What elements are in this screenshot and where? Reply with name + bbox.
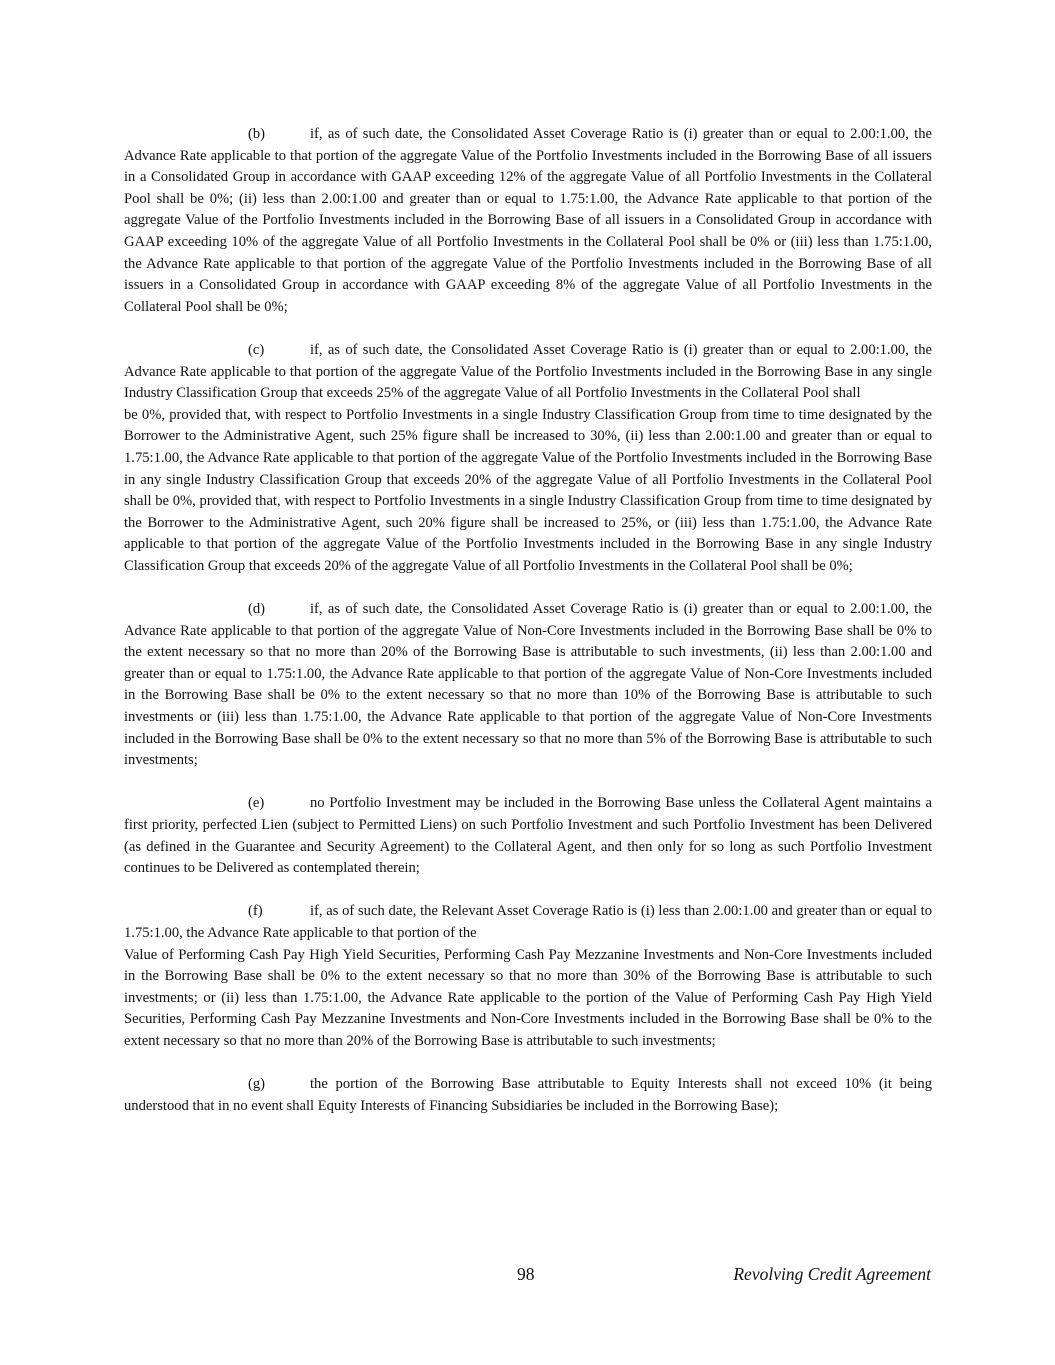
paragraph-label: (f) xyxy=(248,903,263,920)
paragraph-label: (b) xyxy=(248,126,266,142)
paragraph-text: if, as of such date, the Consolidated Asset Coverage Ratio is (i) greater than or equal to 2.00:1.00, the Advance Rate applicable to that portion of the aggregate Value of the Portfolio Investments included in the Borrowing Base in any single Industry Classification Group that exceeds 25% of the aggregate Value of all Portfolio Investments in the Collateral Pool shall xyxy=(124,341,932,402)
paragraph-continuation: Value of Performing Cash Pay High Yield Securities, Performing Cash Pay Mezzanine Investments and Non-Core Investments included in the Borrowing Base shall be 0% to the extent necessary so that no more than 30% of the Borrowing Base is attributable to such investments; or (ii) less than 1.75:1.00, the Advance Rate applicable to the portion of the Value of Performing Cash Pay High Yield Securities, Performing Cash Pay Mezzanine Investments and Non-Core Investments included in the Borrowing Base shall be 0% to the extent necessary so that no more than 20% of the Borrowing Base is attributable to such investments; xyxy=(124,946,932,1049)
paragraph-continuation: be 0%, provided that, with respect to Portfolio Investments in a single Industry Classification Group from time to time designated by the Borrower to the Administrative Agent, such 25% figure shall be increased to 30%, (ii) less than 2.00:1.00 and greater than or equal to 1.75:1.00, the Advance Rate applicable to that portion of the aggregate Value of the Portfolio Investments included in the Borrowing Base in any single Industry Classification Group that exceeds 20% of the aggregate Value of all Portfolio Investments in the Collateral Pool shall be 0%, provided that, with respect to Portfolio Investments in a single Industry Classification Group from time to time designated by the Borrower to the Administrative Agent, such 20% figure shall be increased to 25%, or (iii) less than 1.75:1.00, the Advance Rate applicable to that portion of the aggregate Value of the Portfolio Investments included in the Borrowing Base in any single Industry Classification Group that exceeds 20% of the aggregate Value of all Portfolio Investments in the Collateral Pool shall be 0%; xyxy=(124,406,932,574)
paragraph-text: if, as of such date, the Consolidated Asset Coverage Ratio is (i) greater than or equal to 2.00:1.00, the Advance Rate applicable to that portion of the aggregate Value of Non-Core Investments included in the Borrowing Base shall be 0% to the extent necessary so that no more than 20% of the Borrowing Base is attributable to such investments, (ii) less than 2.00:1.00 and greater than or equal to 1.75:1.00, the Advance Rate applicable to that portion of the aggregate Value of Non-Core Investments included in the Borrowing Base shall be 0% to the extent necessary so that no more than 10% of the Borrowing Base is attributable to such investments or (iii) less than 1.75:1.00, the Advance Rate applicable to that portion of the aggregate Value of Non-Core Investments included in the Borrowing Base shall be 0% to the extent necessary so that no more than 5% of the Borrowing Base is attributable to such investments; xyxy=(124,601,932,769)
paragraph-label: (e) xyxy=(248,795,265,812)
paragraph-f xyxy=(124,901,932,1052)
page-footer xyxy=(0,1264,1055,1290)
paragraph-g xyxy=(124,1074,932,1117)
paragraph-text: if, as of such date, the Consolidated Asset Coverage Ratio is (i) greater than or equal to 2.00:1.00, the Advance Rate applicable to that portion of the aggregate Value of the Portfolio Investments included in the Borrowing Base of all issuers in a Consolidated Group in accordance with GAAP exceeding 12% of the aggregate Value of all Portfolio Investments in the Collateral Pool shall be 0%; (ii) less than 2.00:1.00 and greater than or equal to 1.75:1.00, the Advance Rate applicable to that portion of the aggregate Value of the Portfolio Investments included in the Borrowing Base of all issuers in a Consolidated Group in accordance with GAAP exceeding 10% of the aggregate Value of all Portfolio Investments in the Collateral Pool shall be 0% or (iii) less than 1.75:1.00, the Advance Rate applicable to that portion of the aggregate Value of the Portfolio Investments included in the Borrowing Base of all issuers in a Consolidated Group in accordance with GAAP exceeding 8% of the aggregate Value of all Portfolio Investments in the Collateral Pool shall be 0%; xyxy=(124,126,932,315)
document-body xyxy=(124,124,932,1139)
paragraph-label: (d) xyxy=(248,601,266,618)
paragraph-text: if, as of such date, the Relevant Asset Coverage Ratio is (i) less than 2.00:1.00 and greater than or equal to 1.75:1.00, the Advance Rate applicable to that portion of the xyxy=(124,903,932,941)
paragraph-e xyxy=(124,793,932,879)
page-number: 98 xyxy=(517,1264,535,1284)
paragraph-label: (c) xyxy=(248,341,265,358)
paragraph-b xyxy=(124,124,932,318)
document-title: Revolving Credit Agreement xyxy=(733,1264,931,1284)
paragraph-text: the portion of the Borrowing Base attributable to Equity Interests shall not exceed 10% (it being understood that in no event shall Equity Interests of Financing Subsidiaries be included in the Borrowing Base); xyxy=(124,1076,932,1114)
paragraph-label: (g) xyxy=(248,1076,266,1093)
paragraph-d xyxy=(124,599,932,772)
paragraph-text: no Portfolio Investment may be included in the Borrowing Base unless the Collateral Agent maintains a first priority, perfected Lien (subject to Permitted Liens) on such Portfolio Investment and such Portfolio Investment has been Delivered (as defined in the Guarantee and Security Agreement) to the Collateral Agent, and then only for so long as such Portfolio Investment continues to be Delivered as contemplated therein; xyxy=(124,795,932,877)
paragraph-c xyxy=(124,340,932,578)
